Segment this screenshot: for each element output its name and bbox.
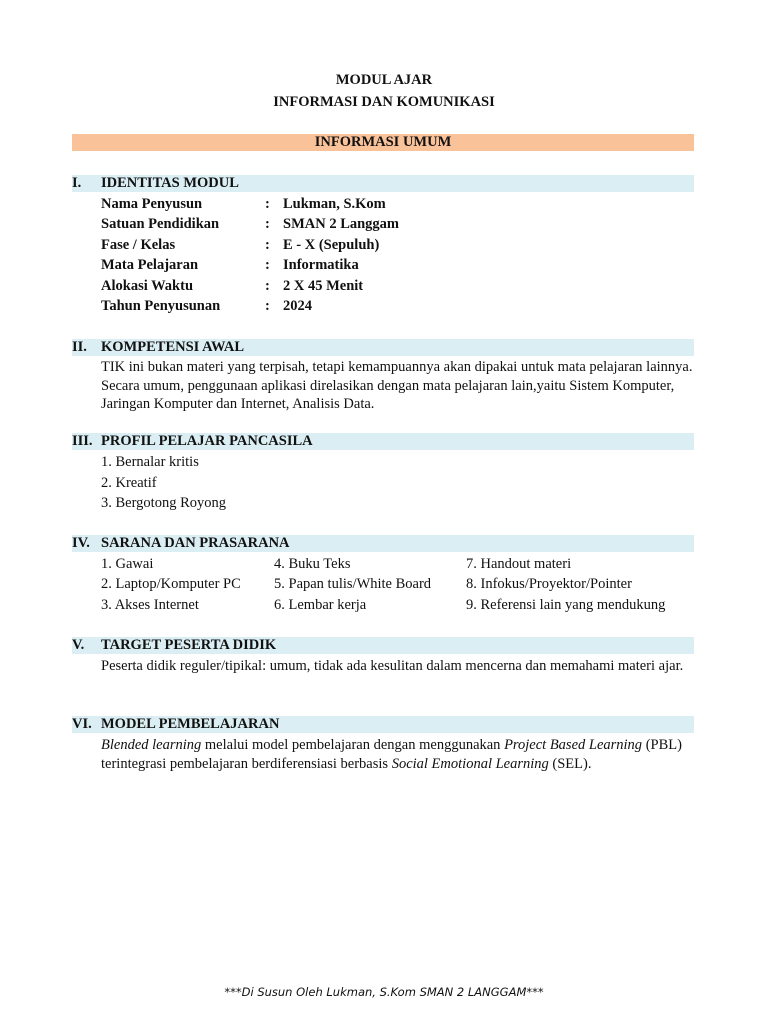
model-text-part: (SEL). [548,755,592,772]
list-item: 1. Bernalar kritis [101,454,199,470]
model-text-italic: Project Based Learning [504,737,643,753]
identity-key: Alokasi Waktu [101,278,194,294]
list-item: 7. Handout materi [466,556,572,572]
identity-key: Mata Pelajaran [101,257,199,273]
section-number: VI. [72,716,92,732]
section-number: I. [72,175,82,191]
identity-key: Tahun Penyusunan [101,298,221,314]
section-label: SARANA DAN PRASARANA [101,535,290,551]
list-item: 2. Kreatif [101,475,157,491]
section-number: III. [72,433,93,449]
identity-colon: : [265,298,270,314]
identity-key: Satuan Pendidikan [101,216,220,232]
identity-value: SMAN 2 Langgam [283,216,400,232]
identity-key: Fase / Kelas [101,237,176,253]
identity-row [101,196,695,213]
target-text: Peserta didik reguler/tipikal: umum, tidak ada kesulitan dalam mencerna dan memahami materi ajar. [101,658,684,674]
section-number: V. [72,637,85,653]
list-item: 5. Papan tulis/White Board [274,576,432,592]
identity-row [101,257,695,274]
list-item: 1. Gawai [101,556,154,572]
model-text-part: melalui model pembelajaran dengan menggunakan [201,737,505,753]
list-item: 3. Bergotong Royong [101,495,226,511]
section-kompetensi-heading [72,339,694,356]
list-item: 8. Infokus/Proyektor/Pointer [466,576,632,592]
section-label: PROFIL PELAJAR PANCASILA [101,433,313,449]
model-text [101,736,695,773]
identity-row [101,278,695,295]
identity-row [101,216,695,233]
identity-value: Informatika [283,257,359,273]
section-label: TARGET PESERTA DIDIK [101,637,277,653]
identity-colon: : [265,196,270,212]
section-label: MODEL PEMBELAJARAN [101,716,280,732]
section-number: IV. [72,535,90,551]
identity-value: 2024 [283,298,312,314]
list-item: 4. Buku Teks [274,556,351,572]
list-item: 9. Referensi lain yang mendukung [466,597,666,613]
identity-value: E - X (Sepuluh) [283,237,380,253]
section-identitas-heading [72,175,694,192]
banner-informasi-umum: INFORMASI UMUM [72,134,694,151]
section-model-heading [72,716,694,733]
identity-row [101,237,695,254]
identity-key: Nama Penyusun [101,196,203,212]
model-text-italic: Social Emotional Learning [391,755,549,772]
section-label: KOMPETENSI AWAL [101,339,245,355]
model-text-italic: Blended learning [101,737,202,753]
identity-colon: : [265,257,270,273]
section-sarana-heading [72,535,694,552]
list-item: 2. Laptop/Komputer PC [101,576,241,592]
model-text-part: (PBL) terintegrasi pembelajaran berdiferensiasi berbasis [101,737,682,772]
identity-row [101,298,695,315]
page-footer: ***Di Susun Oleh Lukman, S.Kom SMAN 2 LANGGAM*** [224,985,544,999]
list-item: 3. Akses Internet [101,597,199,613]
identity-colon: : [265,237,270,253]
kompetensi-text: TIK ini bukan materi yang terpisah, tetapi kemampuannya akan dipakai untuk mata pelajaran lainnya. Secara umum, penggunaan aplikasi direlasikan dengan mata pelajaran lain,yaitu Sistem Komputer, Jaringan Komputer dan Internet, Analisis Data. [101,359,693,412]
doc-title-line2: INFORMASI DAN KOMUNIKASI [273,94,495,110]
identity-colon: : [265,216,270,232]
list-item: 6. Lembar kerja [274,597,367,613]
section-number: II. [72,339,87,355]
doc-title-line1: MODUL AJAR [335,72,433,88]
identity-value: 2 X 45 Menit [283,278,364,294]
identity-colon: : [265,278,270,294]
section-target-heading [72,637,694,654]
section-profil-heading [72,433,694,450]
section-label: IDENTITAS MODUL [101,175,239,191]
identity-value: Lukman, S.Kom [283,196,386,212]
